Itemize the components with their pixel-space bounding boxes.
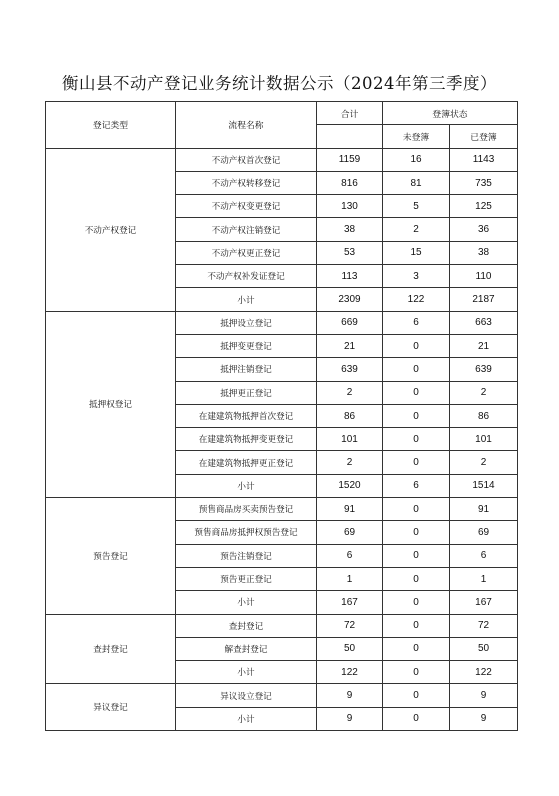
total-cell: 2309 [317, 288, 383, 311]
registered-cell: 9 [450, 684, 518, 707]
process-name-cell: 解查封登记 [176, 637, 317, 660]
registered-cell: 1514 [450, 474, 518, 497]
total-cell: 72 [317, 614, 383, 637]
registered-cell: 1 [450, 567, 518, 590]
total-cell: 130 [317, 195, 383, 218]
registered-cell: 36 [450, 218, 518, 241]
not-registered-cell: 0 [383, 684, 450, 707]
not-registered-cell: 3 [383, 265, 450, 288]
table-row [46, 311, 518, 334]
header-total-blank [317, 125, 383, 148]
not-registered-cell: 0 [383, 661, 450, 684]
registered-cell: 110 [450, 265, 518, 288]
not-registered-cell: 0 [383, 334, 450, 357]
process-name-cell: 在建建筑物抵押首次登记 [176, 404, 317, 427]
page-title: 衡山县不动产登记业务统计数据公示（2024年第三季度） [62, 74, 497, 93]
process-name-cell: 预售商品房买卖预告登记 [176, 498, 317, 521]
table-row [46, 684, 518, 707]
process-name-cell: 小计 [176, 591, 317, 614]
total-cell: 113 [317, 265, 383, 288]
process-name-cell: 小计 [176, 661, 317, 684]
not-registered-cell: 0 [383, 707, 450, 730]
process-name-cell: 抵押设立登记 [176, 311, 317, 334]
not-registered-cell: 0 [383, 544, 450, 567]
registered-cell: 21 [450, 334, 518, 357]
registered-cell: 735 [450, 171, 518, 194]
table-row [46, 498, 518, 521]
not-registered-cell: 0 [383, 451, 450, 474]
header-row-1 [46, 102, 518, 125]
process-name-cell: 在建建筑物抵押变更登记 [176, 428, 317, 451]
total-cell: 86 [317, 404, 383, 427]
process-name-cell: 预告注销登记 [176, 544, 317, 567]
not-registered-cell: 0 [383, 521, 450, 544]
process-name-cell: 异议设立登记 [176, 684, 317, 707]
total-cell: 6 [317, 544, 383, 567]
process-name-cell: 不动产权变更登记 [176, 195, 317, 218]
header-registration-status: 登簿状态 [383, 102, 518, 125]
not-registered-cell: 0 [383, 591, 450, 614]
not-registered-cell: 6 [383, 474, 450, 497]
total-cell: 639 [317, 358, 383, 381]
registration-type-cell: 异议登记 [46, 684, 176, 731]
not-registered-cell: 0 [383, 381, 450, 404]
process-name-cell: 抵押更正登记 [176, 381, 317, 404]
registered-cell: 2187 [450, 288, 518, 311]
not-registered-cell: 0 [383, 498, 450, 521]
total-cell: 167 [317, 591, 383, 614]
table-row [46, 614, 518, 637]
total-cell: 2 [317, 451, 383, 474]
process-name-cell: 预售商品房抵押权预告登记 [176, 521, 317, 544]
registered-cell: 50 [450, 637, 518, 660]
total-cell: 1 [317, 567, 383, 590]
process-name-cell: 不动产权更正登记 [176, 241, 317, 264]
process-name-cell: 抵押变更登记 [176, 334, 317, 357]
registered-cell: 101 [450, 428, 518, 451]
not-registered-cell: 0 [383, 637, 450, 660]
registered-cell: 6 [450, 544, 518, 567]
not-registered-cell: 16 [383, 148, 450, 171]
registered-cell: 122 [450, 661, 518, 684]
total-cell: 50 [317, 637, 383, 660]
total-cell: 69 [317, 521, 383, 544]
process-name-cell: 小计 [176, 474, 317, 497]
not-registered-cell: 0 [383, 614, 450, 637]
registered-cell: 69 [450, 521, 518, 544]
registered-cell: 125 [450, 195, 518, 218]
total-cell: 21 [317, 334, 383, 357]
total-cell: 53 [317, 241, 383, 264]
registered-cell: 9 [450, 707, 518, 730]
registered-cell: 1143 [450, 148, 518, 171]
header-not-registered: 未登簿 [383, 125, 450, 148]
header-total: 合计 [317, 102, 383, 125]
not-registered-cell: 5 [383, 195, 450, 218]
total-cell: 101 [317, 428, 383, 451]
not-registered-cell: 2 [383, 218, 450, 241]
registration-type-cell: 不动产权登记 [46, 148, 176, 311]
process-name-cell: 预告更正登记 [176, 567, 317, 590]
not-registered-cell: 0 [383, 404, 450, 427]
process-name-cell: 在建建筑物抵押更正登记 [176, 451, 317, 474]
registration-type-cell: 查封登记 [46, 614, 176, 684]
total-cell: 669 [317, 311, 383, 334]
table-body [46, 148, 518, 730]
total-cell: 1520 [317, 474, 383, 497]
total-cell: 9 [317, 707, 383, 730]
registration-type-cell: 预告登记 [46, 498, 176, 614]
header-process-name: 流程名称 [176, 102, 317, 149]
registered-cell: 2 [450, 381, 518, 404]
table-row [46, 148, 518, 171]
process-name-cell: 小计 [176, 288, 317, 311]
process-name-cell: 不动产权注销登记 [176, 218, 317, 241]
total-cell: 2 [317, 381, 383, 404]
process-name-cell: 查封登记 [176, 614, 317, 637]
registered-cell: 639 [450, 358, 518, 381]
process-name-cell: 不动产权转移登记 [176, 171, 317, 194]
registered-cell: 91 [450, 498, 518, 521]
not-registered-cell: 0 [383, 428, 450, 451]
process-name-cell: 不动产权首次登记 [176, 148, 317, 171]
process-name-cell: 抵押注销登记 [176, 358, 317, 381]
total-cell: 91 [317, 498, 383, 521]
header-registered: 已登簿 [450, 125, 518, 148]
total-cell: 1159 [317, 148, 383, 171]
not-registered-cell: 15 [383, 241, 450, 264]
registered-cell: 38 [450, 241, 518, 264]
total-cell: 38 [317, 218, 383, 241]
registration-stats-table [45, 101, 518, 731]
process-name-cell: 不动产权补发证登记 [176, 265, 317, 288]
not-registered-cell: 0 [383, 358, 450, 381]
registered-cell: 72 [450, 614, 518, 637]
registered-cell: 167 [450, 591, 518, 614]
not-registered-cell: 122 [383, 288, 450, 311]
registered-cell: 2 [450, 451, 518, 474]
process-name-cell: 小计 [176, 707, 317, 730]
not-registered-cell: 81 [383, 171, 450, 194]
not-registered-cell: 0 [383, 567, 450, 590]
header-registration-type: 登记类型 [46, 102, 176, 149]
total-cell: 9 [317, 684, 383, 707]
registered-cell: 663 [450, 311, 518, 334]
total-cell: 122 [317, 661, 383, 684]
not-registered-cell: 6 [383, 311, 450, 334]
total-cell: 816 [317, 171, 383, 194]
registration-type-cell: 抵押权登记 [46, 311, 176, 497]
registered-cell: 86 [450, 404, 518, 427]
